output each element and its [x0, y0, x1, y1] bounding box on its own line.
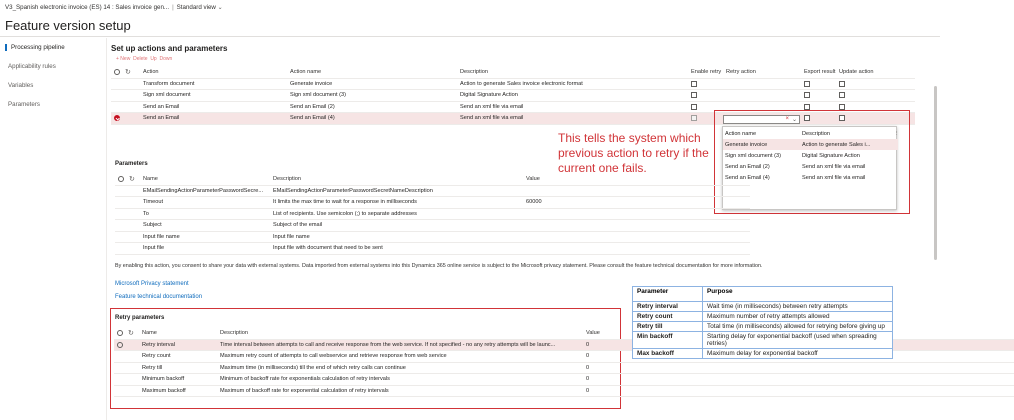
legend-parameter: Max backoff — [633, 349, 703, 359]
param-description: Subject of the email — [270, 220, 523, 232]
nav-item-parameters[interactable]: Parameters — [8, 101, 40, 108]
enable-retry-checkbox[interactable] — [691, 92, 697, 98]
select-all-radio[interactable] — [115, 173, 126, 185]
row-selected-radio[interactable] — [114, 115, 120, 121]
table-row[interactable] — [115, 208, 750, 220]
legend-purpose: Starting delay for exponential backoff (used when spreading retries) — [703, 332, 893, 349]
legend-row — [633, 349, 893, 359]
legend-parameter: Retry count — [633, 312, 703, 322]
col-description[interactable]: Description — [457, 66, 688, 78]
retry-param-value[interactable]: 0 — [583, 362, 1014, 374]
breadcrumb-separator: | — [172, 4, 174, 11]
privacy-statement-link[interactable]: Microsoft Privacy statement — [115, 281, 189, 287]
col-action[interactable]: Action — [140, 66, 287, 78]
nav-item-variables[interactable]: Variables — [8, 82, 34, 89]
legend-parameter: Retry interval — [633, 302, 703, 312]
popup-option-description: Send an xml file via email — [802, 174, 866, 181]
popup-option[interactable] — [723, 139, 898, 150]
popup-option-name: Send an Email (4) — [725, 174, 770, 181]
legend-row — [633, 332, 893, 349]
action-name-cell: Send an Email (2) — [287, 101, 457, 113]
table-row[interactable] — [114, 385, 1014, 397]
param-name: Subject — [140, 220, 270, 232]
param-value[interactable]: 60000 — [523, 197, 750, 209]
retry-param-name: Minimum backoff — [139, 374, 217, 386]
left-nav — [0, 38, 106, 420]
parameter-legend-table — [632, 286, 893, 359]
export-result-checkbox[interactable] — [804, 81, 810, 87]
action-name-cell: Send an Email (4) — [287, 113, 457, 125]
enable-retry-checkbox[interactable] — [691, 115, 697, 121]
popup-option-description: Action to generate Sales i... — [800, 139, 892, 150]
popup-option-name: Sign xml document (3) — [725, 152, 781, 159]
legend-parameter: Min backoff — [633, 332, 703, 349]
nav-item-applicability-rules[interactable]: Applicability rules — [8, 63, 56, 70]
consent-text: By enabling this action, you consent to share your data with external systems. Data imported from external systems into this Dynamics 365 online service is subject to the Microsoft privacy statement. Please consult the feature technical documentation for more information. — [115, 263, 763, 269]
col-description[interactable]: Description — [217, 327, 583, 339]
description-cell: Action to generate Sales invoice electronic format — [457, 78, 688, 90]
table-row[interactable] — [115, 220, 750, 232]
table-row[interactable] — [115, 185, 750, 197]
technical-documentation-link[interactable]: Feature technical documentation — [115, 294, 203, 300]
retry-param-value[interactable]: 0 — [583, 351, 1014, 363]
col-enable-retry[interactable]: Enable retry — [688, 66, 723, 78]
action-cell: Send an Email — [140, 113, 287, 125]
actions-toolbar[interactable]: + New Delete Up Down — [116, 56, 173, 62]
param-name: Input file — [140, 243, 270, 255]
legend-row — [633, 312, 893, 322]
chevron-down-icon[interactable]: ⌄ — [217, 4, 223, 11]
col-export-result[interactable]: Export result — [801, 66, 836, 78]
annotation-text: This tells the system which previous action to retry if the current one fails. — [558, 131, 709, 175]
param-description: Input file with document that need to be sent — [270, 243, 523, 255]
parameters-header-row — [115, 173, 750, 185]
param-name: Input file name — [140, 231, 270, 243]
retry-param-value[interactable]: 0 — [583, 374, 1014, 386]
action-cell: Transform document — [140, 78, 287, 90]
col-action-name[interactable]: Action name — [287, 66, 457, 78]
param-value[interactable] — [523, 243, 750, 255]
retry-param-name: Retry count — [139, 351, 217, 363]
description-cell: Send an xml file via email — [457, 113, 688, 125]
param-description: Input file name — [270, 231, 523, 243]
description-cell: Digital Signature Action — [457, 90, 688, 102]
legend-col-parameter: Parameter — [633, 287, 703, 302]
retry-param-description: Minimum of backoff rate for exponentials calculation of retry intervals — [217, 374, 583, 386]
retry-param-description: Maximum time (in milliseconds) till the end of which retry calls can continue — [217, 362, 583, 374]
action-name-cell: Sign xml document (3) — [287, 90, 457, 102]
parameters-grid — [115, 173, 750, 255]
popup-option[interactable] — [723, 150, 898, 161]
update-action-checkbox[interactable] — [839, 81, 845, 87]
param-name: Timeout — [140, 197, 270, 209]
enable-retry-checkbox[interactable] — [691, 104, 697, 110]
popup-option-name: Send an Email (2) — [725, 163, 770, 170]
enable-retry-checkbox[interactable] — [691, 81, 697, 87]
col-value[interactable]: Value — [583, 327, 1014, 339]
retry-param-value[interactable]: 0 — [583, 385, 1014, 397]
col-name[interactable]: Name — [140, 173, 270, 185]
table-row[interactable] — [114, 374, 1014, 386]
breadcrumb — [5, 4, 223, 11]
col-name[interactable]: Name — [139, 327, 217, 339]
legend-purpose: Total time (in milliseconds) allowed for retrying before giving up — [703, 322, 893, 332]
actions-section-title: Set up actions and parameters — [111, 44, 228, 53]
popup-header-row — [723, 128, 898, 139]
col-value[interactable]: Value — [523, 173, 750, 185]
breadcrumb-form[interactable]: V3_Spanish electronic invoice (ES) 14 : Sales invoice gen... — [5, 4, 170, 11]
param-value[interactable] — [523, 208, 750, 220]
popup-option[interactable] — [723, 161, 898, 172]
table-row[interactable] — [115, 231, 750, 243]
action-cell: Send an Email — [140, 101, 287, 113]
table-row[interactable] — [115, 243, 750, 255]
param-name: EMailSendingActionParameterPasswordSecre... — [140, 185, 270, 197]
retry-param-description: Maximum retry count of attempts to call webservice and retrieve response from web service — [217, 351, 583, 363]
table-row[interactable] — [115, 197, 750, 209]
popup-option-description: Digital Signature Action — [802, 152, 860, 159]
nav-item-processing-pipeline[interactable]: Processing pipeline — [5, 44, 65, 51]
popup-option-description: Send an xml file via email — [802, 163, 866, 170]
param-description: EMailSendingActionParameterPasswordSecretNameDescription — [270, 185, 523, 197]
retry-param-name: Retry till — [139, 362, 217, 374]
page-title: Feature version setup — [5, 18, 131, 33]
select-all-radio[interactable] — [111, 66, 122, 78]
export-result-checkbox[interactable] — [804, 92, 810, 98]
nav-divider — [106, 38, 107, 420]
param-description: List of recipients. Use semicolon (;) to separate addresses — [270, 208, 523, 220]
more-icon[interactable]: ⋮ — [894, 130, 900, 137]
popup-col-description: Description — [802, 130, 830, 137]
retry-action-dropdown[interactable] — [723, 115, 800, 124]
param-value[interactable] — [523, 220, 750, 232]
legend-row — [633, 302, 893, 312]
legend-row — [633, 322, 893, 332]
table-row[interactable] — [111, 90, 915, 102]
param-value[interactable] — [523, 185, 750, 197]
actions-header-row — [111, 66, 915, 78]
update-action-checkbox[interactable] — [839, 92, 845, 98]
param-value[interactable] — [523, 231, 750, 243]
chevron-down-icon[interactable]: ⌄ — [791, 117, 797, 123]
row-radio[interactable] — [117, 342, 123, 348]
retry-param-description: Maximum of backoff rate for exponential calculation of retry intervals — [217, 385, 583, 397]
view-selector[interactable]: Standard view — [176, 4, 216, 11]
legend-purpose: Maximum number of retry attempts allowed — [703, 312, 893, 322]
update-action-checkbox[interactable] — [839, 104, 845, 110]
retry-param-name: Retry interval — [139, 339, 217, 351]
header-divider — [0, 36, 940, 37]
action-name-cell: Generate invoice — [287, 78, 457, 90]
popup-option-name: Generate invoice — [723, 139, 800, 150]
retry-parameters-title: Retry parameters — [115, 315, 165, 321]
table-row[interactable] — [114, 362, 1014, 374]
select-all-radio[interactable] — [114, 327, 125, 339]
legend-header-row — [633, 287, 893, 302]
col-update-action[interactable]: Update action — [836, 66, 915, 78]
legend-col-purpose: Purpose — [703, 287, 893, 302]
refresh-icon[interactable]: ↻ — [125, 327, 139, 339]
description-cell: Send an xml file via email — [457, 101, 688, 113]
retry-param-value[interactable]: 0 — [583, 339, 1014, 351]
export-result-checkbox[interactable] — [804, 104, 810, 110]
legend-purpose: Wait time (in milliseconds) between retry attempts — [703, 302, 893, 312]
refresh-icon[interactable]: ↻ — [122, 66, 140, 78]
table-row[interactable] — [111, 78, 915, 90]
col-description[interactable]: Description — [270, 173, 523, 185]
col-retry-action[interactable]: Retry action — [723, 66, 801, 78]
legend-purpose: Maximum delay for exponential backoff — [703, 349, 893, 359]
param-name: To — [140, 208, 270, 220]
retry-param-name: Maximum backoff — [139, 385, 217, 397]
retry-param-description: Time interval between attempts to call and receive response from the web service. If not specified - no any retry attempts will be launc... — [217, 339, 583, 351]
popup-col-action-name: Action name — [725, 130, 757, 137]
param-description: It limits the max time to wait for a response in milliseconds — [270, 197, 523, 209]
page-scrollbar[interactable] — [934, 86, 937, 260]
parameters-title: Parameters — [115, 161, 148, 167]
legend-parameter: Retry till — [633, 322, 703, 332]
action-cell: Sign xml document — [140, 90, 287, 102]
clear-icon[interactable]: × — [785, 116, 789, 122]
refresh-icon[interactable]: ↻ — [126, 173, 140, 185]
